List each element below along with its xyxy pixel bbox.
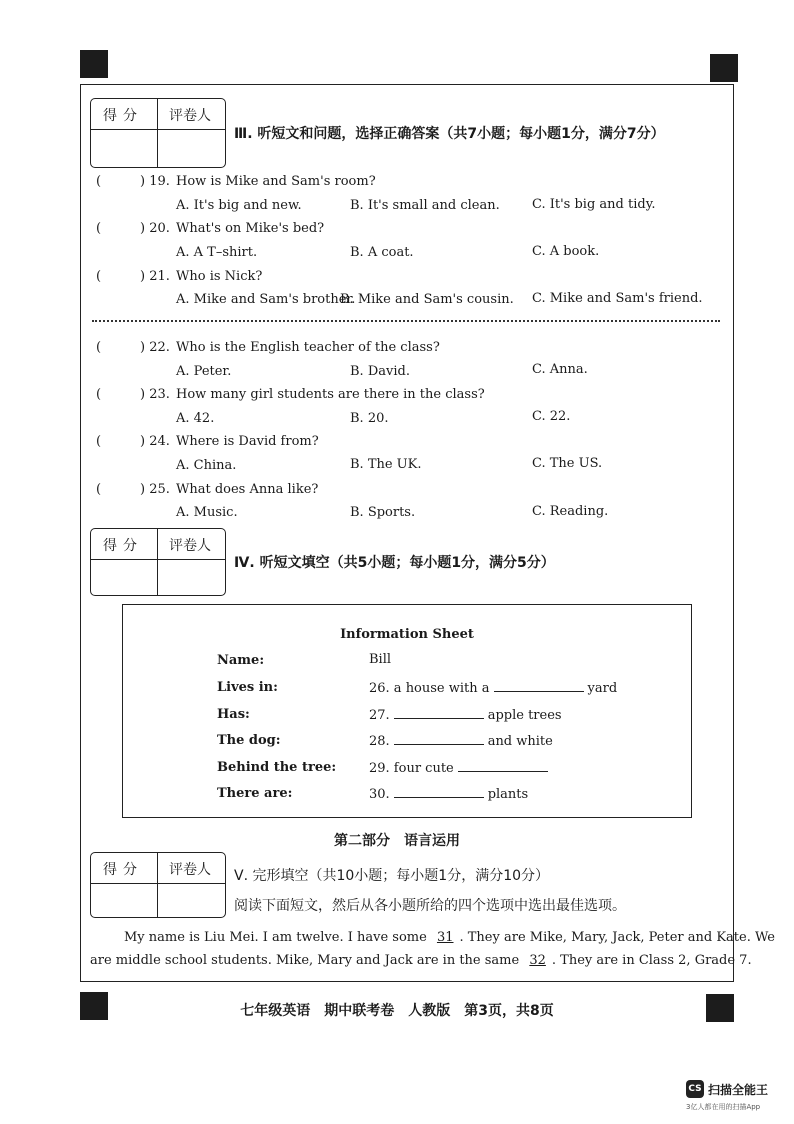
option-a: A. 42.	[176, 411, 215, 426]
answer-blank-27[interactable]	[394, 706, 484, 719]
option-b: B. The UK.	[350, 457, 422, 472]
score-label: 得分	[103, 862, 143, 878]
answer-blank-28[interactable]	[394, 732, 484, 745]
sheet-label: Has:	[217, 707, 250, 722]
question-number: ) 22.	[140, 340, 170, 355]
option-b: B. A coat.	[350, 245, 414, 260]
option-c: C. It's big and tidy.	[532, 197, 656, 212]
question-number: ) 24.	[140, 434, 170, 449]
answer-blank-29[interactable]	[458, 759, 548, 772]
question-text: What does Anna like?	[176, 482, 319, 497]
score-box-section5	[90, 852, 226, 918]
sheet-value: 29. four cute	[369, 759, 552, 776]
grader-label: 评卷人	[169, 538, 211, 554]
sheet-label: Name:	[217, 653, 265, 668]
camscanner-logo-icon: CS	[686, 1080, 704, 1098]
cloze-line-2: are middle school students. Mike, Mary and Jack are in the same 32 . They are in Class 2, Grade 7.	[90, 953, 752, 968]
question-text: What's on Mike's bed?	[176, 221, 325, 236]
option-b: B. 20.	[350, 411, 389, 426]
option-a: A. Mike and Sam's brother.	[176, 292, 356, 307]
score-label: 得分	[103, 538, 143, 554]
section5-instruction: 阅读下面短文，然后从各小题所给的四个选项中选出最佳选项。	[234, 898, 626, 914]
answer-paren: (	[96, 387, 102, 402]
section4-title: Ⅳ. 听短文填空（共5小题；每小题1分，满分5分）	[234, 555, 555, 571]
score-label: 得分	[103, 108, 143, 124]
score-box-section4	[90, 528, 226, 596]
part2-title: 第二部分 语言运用	[334, 833, 460, 849]
option-b: B. Sports.	[350, 505, 416, 520]
section3-title: Ⅲ. 听短文和问题，选择正确答案（共7小题；每小题1分，满分7分）	[234, 126, 665, 142]
page-footer: 七年级英语 期中联考卷 人教版 第3页，共8页	[240, 1003, 554, 1019]
grader-label: 评卷人	[169, 108, 211, 124]
option-c: C. Reading.	[532, 504, 609, 519]
sheet-value: Bill	[369, 652, 392, 667]
sheet-value: 27. apple trees	[369, 708, 562, 723]
sheet-value: 30. plants	[369, 787, 529, 802]
sheet-label: The dog:	[217, 733, 281, 748]
sheet-label: There are:	[217, 786, 293, 801]
registration-mark-top-right	[710, 54, 738, 82]
sheet-value: 26. a house with a yard	[369, 681, 618, 696]
option-a: A. Peter.	[176, 364, 232, 379]
question-text: Who is Nick?	[176, 269, 263, 284]
information-sheet-title: Information Sheet	[340, 627, 474, 642]
option-c: C. 22.	[532, 409, 571, 424]
question-number: ) 21.	[140, 269, 170, 284]
sheet-value: 28. and white	[369, 734, 553, 749]
registration-mark-top-left	[80, 50, 108, 78]
option-c: C. A book.	[532, 244, 600, 259]
question-number: ) 19.	[140, 174, 170, 189]
cloze-blank-31[interactable]: 31	[436, 930, 454, 945]
dotted-divider	[92, 320, 720, 322]
option-a: A. It's big and new.	[176, 198, 302, 213]
option-b: B. It's small and clean.	[350, 198, 500, 213]
option-c: C. Mike and Sam's friend.	[532, 291, 703, 306]
watermark-name: 扫描全能王	[708, 1083, 769, 1097]
cloze-blank-32[interactable]: 32	[529, 953, 546, 968]
grader-label: 评卷人	[169, 862, 211, 878]
cloze-line-1: My name is Liu Mei. I am twelve. I have some 31 . They are Mike, Mary, Jack, Peter and Kate. We	[124, 930, 775, 945]
option-c: C. Anna.	[532, 362, 588, 377]
question-number: ) 20.	[140, 221, 170, 236]
answer-paren: (	[96, 434, 102, 449]
question-number: ) 23.	[140, 387, 170, 402]
answer-blank-26[interactable]	[494, 679, 584, 692]
option-b: B. Mike and Sam's cousin.	[340, 292, 514, 307]
answer-paren: (	[96, 340, 102, 355]
answer-paren: (	[96, 221, 102, 236]
score-box-section3	[90, 98, 226, 168]
question-text: Where is David from?	[176, 434, 319, 449]
question-number: ) 25.	[140, 482, 170, 497]
watermark-subtitle: 3亿人都在用的扫描App	[686, 1103, 761, 1111]
answer-paren: (	[96, 174, 102, 189]
answer-paren: (	[96, 269, 102, 284]
option-a: A. A T–shirt.	[176, 245, 258, 260]
option-c: C. The US.	[532, 456, 603, 471]
information-sheet	[122, 604, 692, 818]
option-a: A. China.	[176, 458, 237, 473]
section5-title: Ⅴ. 完形填空（共10小题；每小题1分，满分10分）	[234, 868, 550, 884]
answer-paren: (	[96, 482, 102, 497]
option-b: B. David.	[350, 364, 410, 379]
question-text: How is Mike and Sam's room?	[176, 174, 376, 189]
option-a: A. Music.	[176, 505, 238, 520]
sheet-label: Behind the tree:	[217, 760, 337, 775]
question-text: How many girl students are there in the class?	[176, 387, 485, 402]
answer-blank-30[interactable]	[394, 785, 484, 798]
sheet-label: Lives in:	[217, 680, 278, 695]
question-text: Who is the English teacher of the class?	[176, 340, 440, 355]
